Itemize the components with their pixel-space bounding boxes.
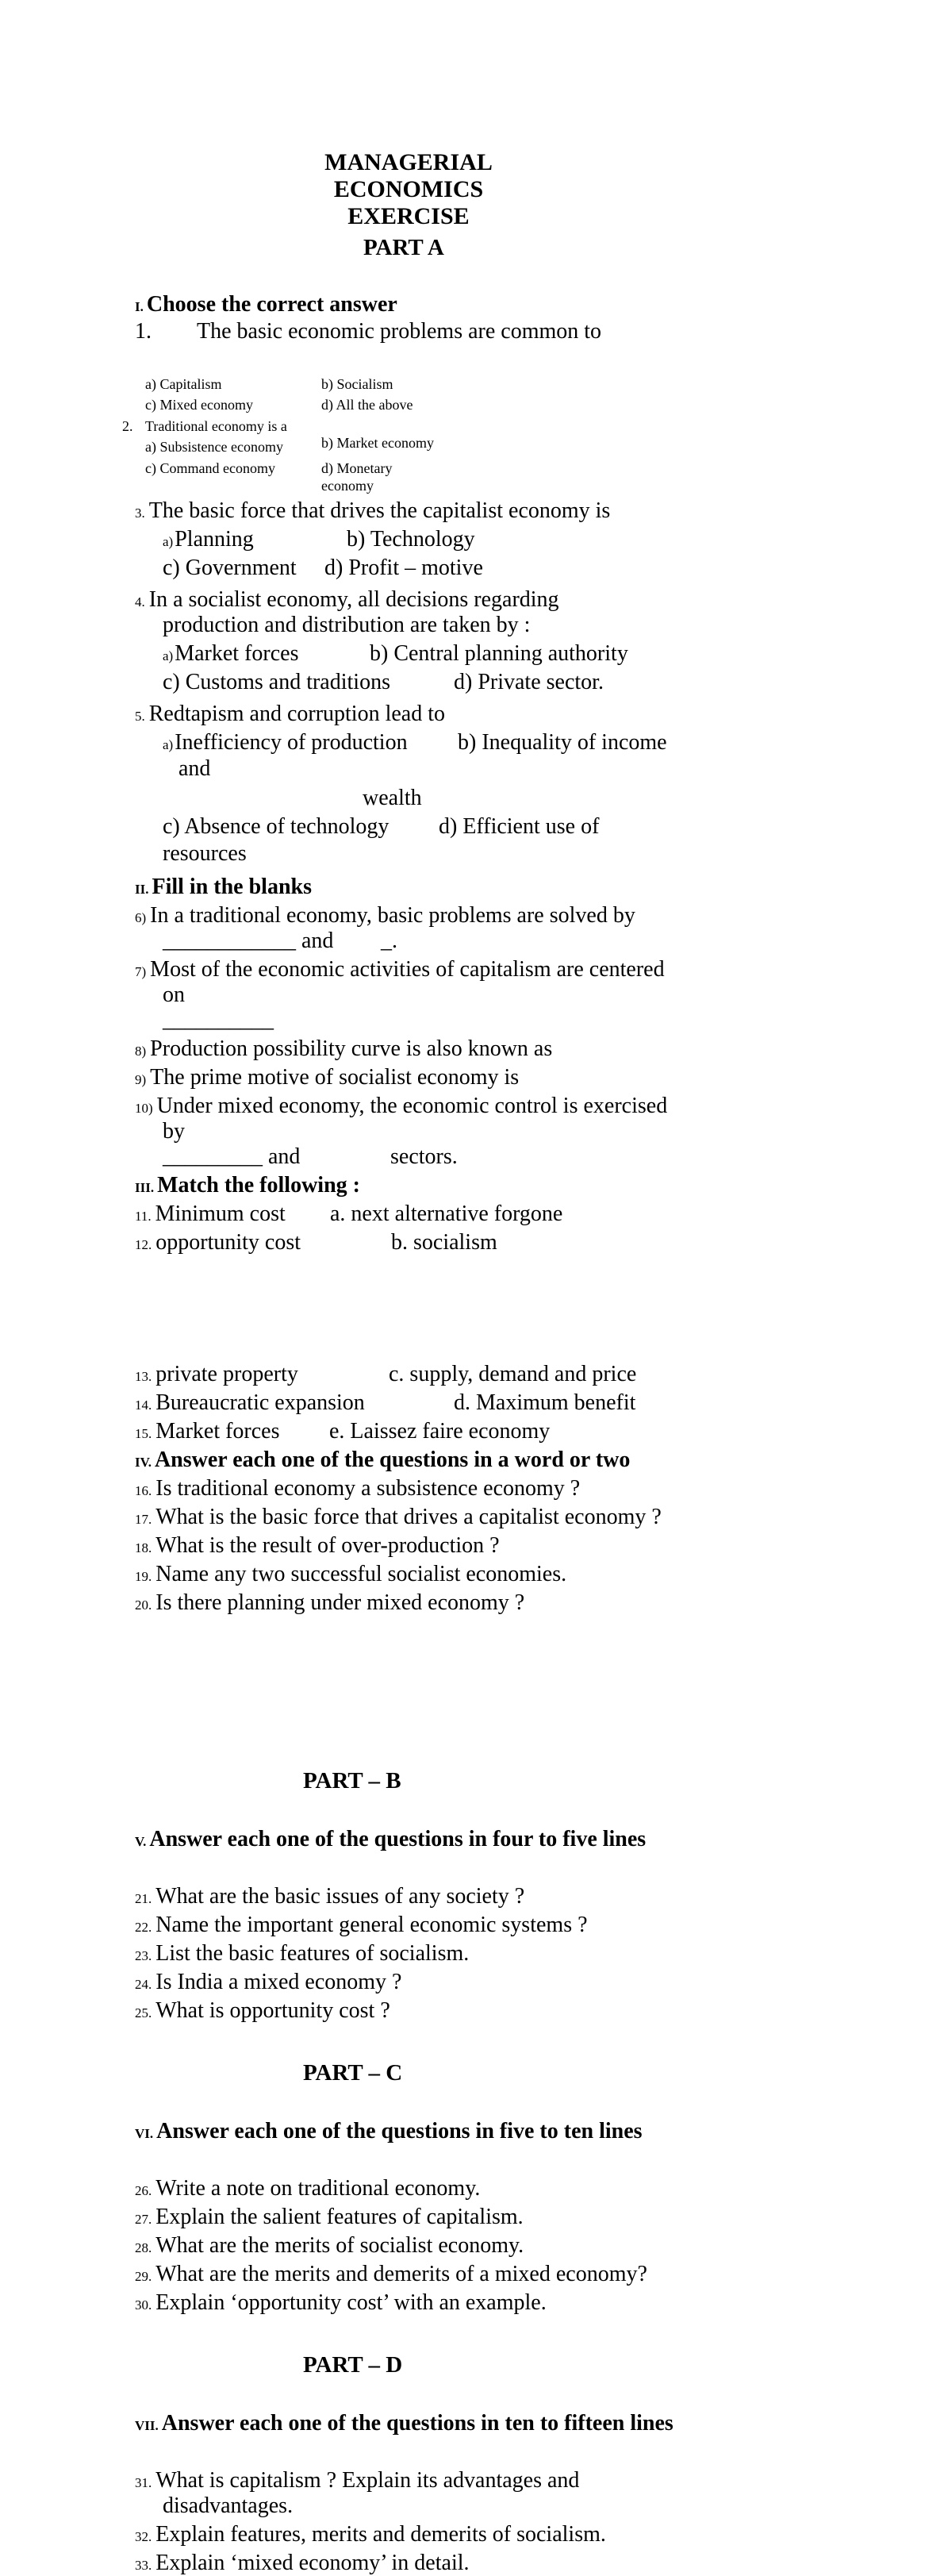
question-8: 8) Production possibility curve is also known as xyxy=(135,1036,553,1061)
q2-option-c: c) Command economy xyxy=(145,460,275,476)
q2-option-d: d) Monetary xyxy=(321,460,393,476)
question-1: 1. The basic economic problems are common to xyxy=(135,319,602,344)
part-d-question: 31. What is capitalism ? Explain its advantages and xyxy=(135,2468,580,2493)
doc-title-line-3: EXERCISE xyxy=(347,203,470,229)
q1-option-c: c) Mixed economy xyxy=(145,397,253,413)
section-3-heading: III. Match the following : xyxy=(135,1173,360,1198)
question-4: 4. In a socialist economy, all decisions regarding xyxy=(135,587,559,612)
part-c-heading: PART – C xyxy=(303,2060,403,2086)
question-7-cont: on xyxy=(163,982,185,1007)
short-question: 20. Is there planning under mixed economy ? xyxy=(135,1590,525,1615)
q1-option-a: a) Capitalism xyxy=(145,376,222,392)
match-row: 13. private property xyxy=(135,1362,298,1386)
section-6-heading: VI. Answer each one of the questions in five to ten lines xyxy=(135,2119,643,2143)
match-row: 11. Minimum cost xyxy=(135,1201,286,1226)
q3-option-b: b) Technology xyxy=(347,527,475,552)
section-4-heading: IV. Answer each one of the questions in a word or two xyxy=(135,1448,631,1472)
part-a-heading: PART A xyxy=(363,235,444,260)
q1-option-b: b) Socialism xyxy=(321,376,393,392)
section-2-heading: II. Fill in the blanks xyxy=(135,875,312,899)
match-answer: c. supply, demand and price xyxy=(389,1362,637,1386)
q5-option-a: a)Inefficiency of production xyxy=(163,730,408,755)
part-c-question: 30. Explain ‘opportunity cost’ with an example. xyxy=(135,2290,547,2315)
question-10: 10) Under mixed economy, the economic control is exercised xyxy=(135,1094,668,1118)
question-9: 9) The prime motive of socialist economy is xyxy=(135,1065,520,1090)
doc-title-line-2: ECONOMICS xyxy=(333,176,484,202)
q3-option-c: c) Government xyxy=(163,556,297,580)
part-c-question: 28. What are the merits of socialist economy. xyxy=(135,2233,524,2258)
match-row: 12. opportunity cost xyxy=(135,1230,301,1255)
question-6: 6) In a traditional economy, basic problems are solved by xyxy=(135,903,635,928)
q4-option-a: a)Market forces xyxy=(163,641,299,666)
part-d-heading: PART – D xyxy=(303,2352,403,2378)
part-b-heading: PART – B xyxy=(303,1768,401,1794)
q4-option-b: b) Central planning authority xyxy=(370,641,628,666)
part-b-question: 23. List the basic features of socialism. xyxy=(135,1941,470,1966)
q5-option-b-cont-1: and xyxy=(178,756,211,781)
part-b-question: 25. What is opportunity cost ? xyxy=(135,1998,390,2023)
short-question: 19. Name any two successful socialist economies. xyxy=(135,1562,567,1586)
part-c-question: 29. What are the merits and demerits of a mixed economy? xyxy=(135,2262,647,2286)
part-b-question: 21. What are the basic issues of any society ? xyxy=(135,1884,525,1909)
match-row: 15. Market forces xyxy=(135,1419,280,1444)
part-d-question-cont: disadvantages. xyxy=(163,2493,294,2518)
q5-option-c-cont: resources xyxy=(163,841,247,866)
section-5-heading: V. Answer each one of the questions in four to five lines xyxy=(135,1827,647,1851)
part-c-question: 27. Explain the salient features of capitalism. xyxy=(135,2205,524,2229)
question-10-cont: by xyxy=(163,1119,185,1144)
question-6-blank-1: ____________ and xyxy=(163,929,334,953)
match-answer: b. socialism xyxy=(391,1230,497,1255)
doc-title-line-1: MANAGERIAL xyxy=(324,149,493,175)
q3-option-a: a)Planning xyxy=(163,527,254,552)
match-answer: d. Maximum benefit xyxy=(454,1390,636,1415)
match-answer: a. next alternative forgone xyxy=(330,1201,563,1226)
question-4-cont: production and distribution are taken by : xyxy=(163,613,531,637)
match-answer: e. Laissez faire economy xyxy=(329,1419,551,1444)
question-2: 2. Traditional economy is a xyxy=(122,418,287,434)
section-1-heading: I. Choose the correct answer xyxy=(135,292,397,317)
question-3: 3. The basic force that drives the capitalist economy is xyxy=(135,498,611,523)
q5-option-d: d) Efficient use of xyxy=(439,814,600,839)
short-question: 16. Is traditional economy a subsistence economy ? xyxy=(135,1476,581,1501)
part-d-question: 32. Explain features, merits and demerits of socialism. xyxy=(135,2522,606,2547)
question-7: 7) Most of the economic activities of capitalism are centered xyxy=(135,957,665,982)
part-b-question: 24. Is India a mixed economy ? xyxy=(135,1970,402,1994)
q5-option-b-cont-2: wealth xyxy=(363,786,422,810)
q4-option-d: d) Private sector. xyxy=(454,670,604,694)
q2-option-a: a) Subsistence economy xyxy=(145,439,283,455)
q5-option-c: c) Absence of technology xyxy=(163,814,389,839)
q2-option-b: b) Market economy xyxy=(321,435,434,451)
section-7-heading: VII. Answer each one of the questions in ten to fifteen lines xyxy=(135,2411,673,2436)
part-d-question: 33. Explain ‘mixed economy’ in detail. xyxy=(135,2551,470,2575)
question-6-blank-2: _. xyxy=(381,929,397,953)
question-5: 5. Redtapism and corruption lead to xyxy=(135,702,445,726)
q2-option-d-cont: economy xyxy=(321,478,374,494)
part-b-question: 22. Name the important general economic systems ? xyxy=(135,1913,588,1937)
question-7-blank: __________ xyxy=(163,1008,274,1032)
q1-option-d: d) All the above xyxy=(321,397,413,413)
q3-option-d: d) Profit – motive xyxy=(324,556,483,580)
short-question: 18. What is the result of over-production ? xyxy=(135,1533,500,1558)
question-10-end: sectors. xyxy=(390,1144,458,1169)
q4-option-c: c) Customs and traditions xyxy=(163,670,390,694)
part-c-question: 26. Write a note on traditional economy. xyxy=(135,2176,481,2201)
match-row: 14. Bureaucratic expansion xyxy=(135,1390,365,1415)
q5-option-b: b) Inequality of income xyxy=(458,730,667,755)
question-10-blank: _________ and xyxy=(163,1144,301,1169)
short-question: 17. What is the basic force that drives a capitalist economy ? xyxy=(135,1505,662,1529)
